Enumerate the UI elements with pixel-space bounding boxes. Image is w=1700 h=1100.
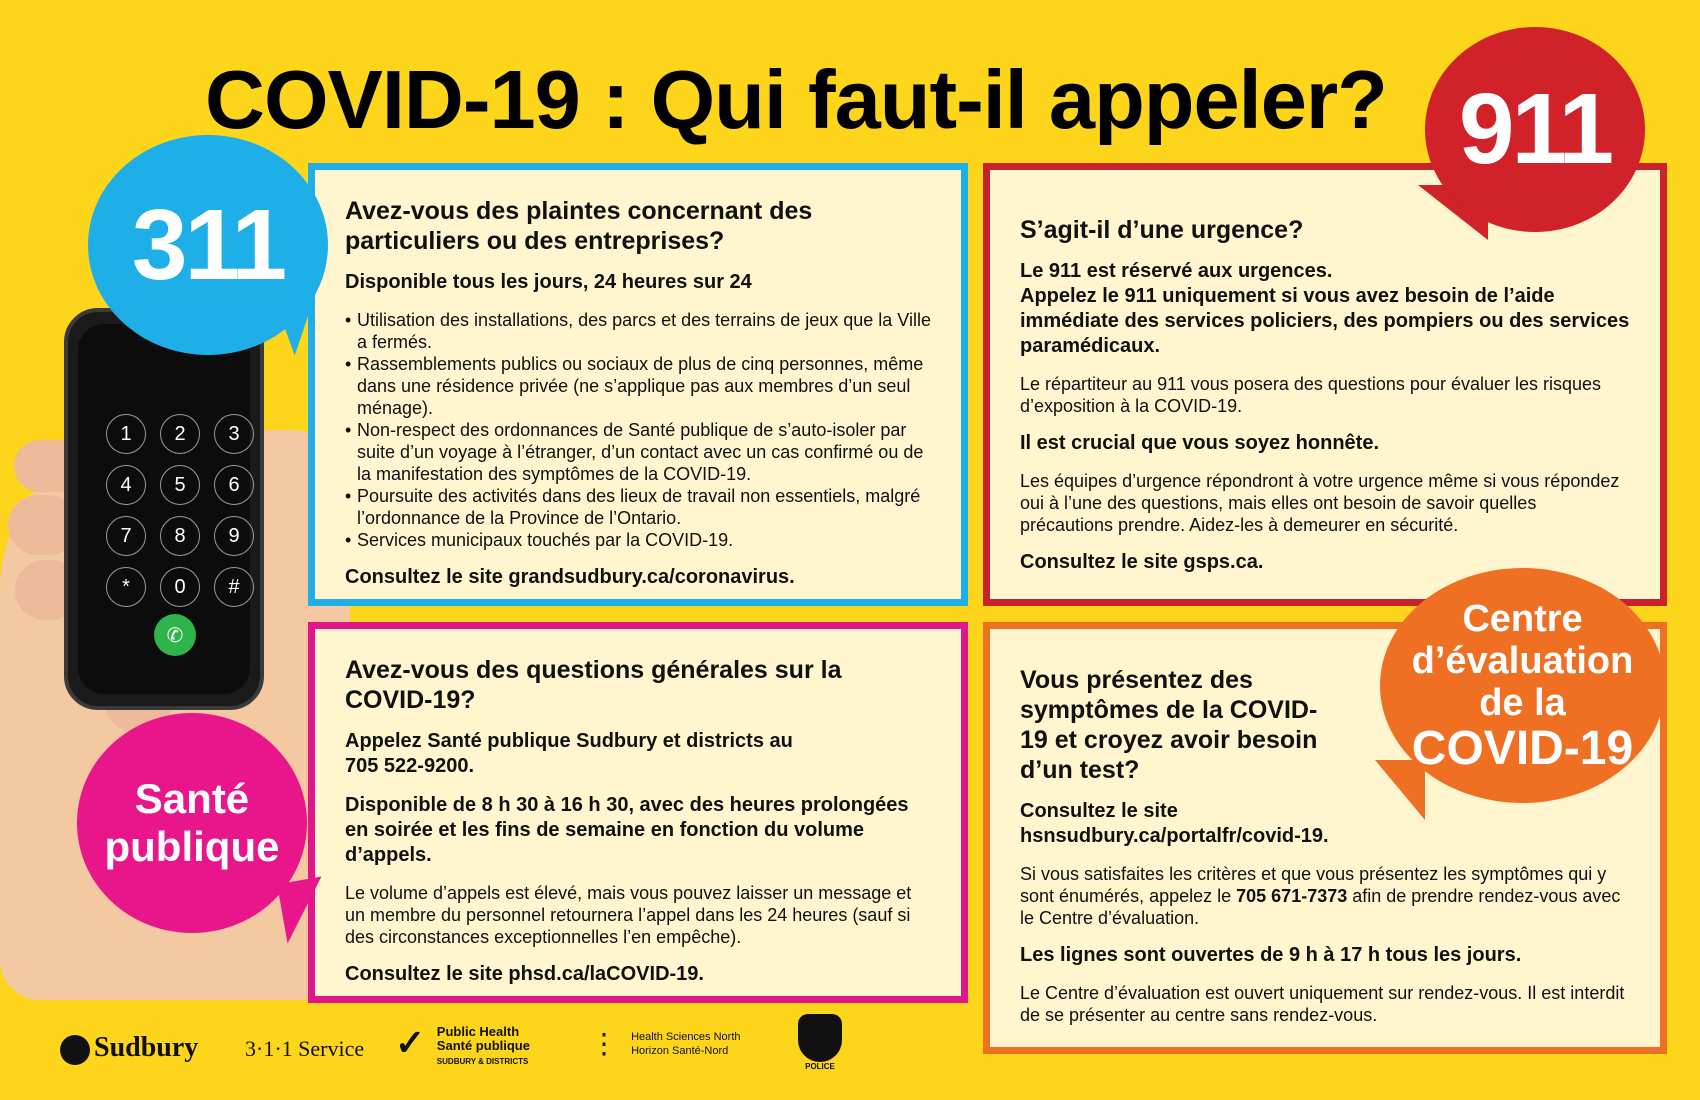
phone-key: 1: [106, 414, 146, 454]
hsn-line2: Horizon Santé-Nord: [631, 1045, 729, 1057]
panel-311-list: [345, 309, 933, 551]
panel-centre-phone: 705 671-7373: [1236, 886, 1348, 906]
panel-sante-link: Consultez le site phsd.ca/laCOVID-19.: [345, 963, 704, 985]
phone-key: *: [106, 567, 146, 607]
panel-911-link: Consultez le site gsps.ca.: [1020, 551, 1264, 573]
sudbury-swirl-icon: [60, 1035, 90, 1065]
panel-centre-text1: [1020, 863, 1630, 929]
bubble-sante-publique: [77, 713, 307, 933]
panel-311: [308, 163, 968, 606]
phone-call-icon: ✆: [154, 614, 196, 656]
public-health-names: [437, 1025, 530, 1069]
list-item: • Rassemblements publics ou sociaux de plus de cinq personnes, même dans une résidence privée (ne s’applique pas aux membres d’un seul ménage).: [345, 353, 933, 419]
panel-911-text1: Le répartiteur au 911 vous posera des questions pour évaluer les risques d’exposition à la COVID-19.: [1020, 374, 1602, 416]
public-health-logo: [395, 1022, 530, 1069]
bubble-911: 911: [1425, 27, 1645, 232]
phone-key: 6: [214, 465, 254, 505]
list-item: • Utilisation des installations, des parcs et des terrains de jeux que la Ville a fermés.: [345, 309, 933, 353]
phone-key: 5: [160, 465, 200, 505]
panel-911-text2: Les équipes d’urgence répondront à votre urgence même si vous répondez oui à l’une des questions, mais elles ont besoin de savoir quelles précautions prendre. Aidez-les à demeurer en sécurité.: [1020, 471, 1620, 535]
panel-911-bold3: Il est crucial que vous soyez honnête.: [1020, 432, 1379, 454]
bubble-centre-line3: de la: [1479, 681, 1566, 724]
ph-line3: SUDBURY & DISTRICTS: [436, 1057, 529, 1066]
panel-911-bold1: Le 911 est réservé aux urgences.: [1020, 260, 1333, 282]
phone-key: 9: [214, 516, 254, 556]
police-logo: [795, 1014, 845, 1074]
service-311-logo: 3·1·1 Service: [245, 1036, 365, 1061]
panel-centre-text1-after: afin de prendre rendez-vous avec le Centre d’évaluation.: [1020, 886, 1621, 928]
list-item: • Non-respect des ordonnances de Santé publique de s’auto-isoler par suite d’un voyage à l’étranger, d’un contact avec un cas confirmé ou de la manifestation des symptômes de la COVID-19.: [345, 419, 933, 485]
phone-key: 7: [106, 516, 146, 556]
sudbury-logo: [60, 1032, 198, 1065]
phone-key: 8: [160, 516, 200, 556]
police-crest-icon: [798, 1014, 842, 1062]
bubble-311: 311: [88, 135, 328, 355]
sudbury-logo-text: Sudbury: [94, 1032, 199, 1063]
ph-line2: Santé publique: [436, 1038, 530, 1053]
bubble-sante-line1: Santé: [134, 775, 250, 822]
bubble-centre-line1: Centre: [1462, 597, 1583, 640]
page-title: COVID-19 : Qui faut-il appeler?: [205, 53, 1387, 146]
bubble-centre-evaluation: [1380, 568, 1665, 803]
hsn-logo: [590, 1030, 741, 1058]
panel-centre-bold1: Les lignes sont ouvertes de 9 h à 17 h tous les jours.: [1020, 944, 1522, 966]
panel-sante-heading: Avez-vous des questions générales sur la COVID-19?: [345, 656, 842, 714]
panel-sante-bold2: Disponible de 8 h 30 à 16 h 30, avec des heures prolongées en soirée et les fins de semaine en fonction du volume d’appels.: [345, 794, 909, 866]
panel-sante-bold1: Appelez Santé publique Sudbury et districts au 705 522-9200.: [345, 730, 793, 777]
panel-centre-text2: Le Centre d’évaluation est ouvert uniquement sur rendez-vous. Il est interdit de se présenter au centre sans rendez-vous.: [1020, 983, 1625, 1025]
phone-key: 4: [106, 465, 146, 505]
list-item: • Poursuite des activités dans des lieux de travail non essentiels, malgré l’ordonnance de la Province de l’Ontario.: [345, 485, 933, 529]
panel-911: [983, 163, 1667, 606]
phone-key: 0: [160, 567, 200, 607]
panel-sante-publique: [308, 622, 968, 1003]
panel-311-subheading: Disponible tous les jours, 24 heures sur 24: [345, 271, 752, 293]
hsn-dots-icon: ⋮: [590, 1028, 618, 1059]
phone-key: #: [214, 567, 254, 607]
panel-311-heading: Avez-vous des plaintes concernant des particuliers ou des entreprises?: [345, 197, 813, 255]
panel-911-heading: S’agit-il d’une urgence?: [1020, 216, 1304, 244]
bubble-centre-line4: COVID-19: [1411, 721, 1634, 775]
phone-key: 3: [214, 414, 254, 454]
police-text: POLICE: [805, 1062, 835, 1071]
phone-keypad: [106, 414, 254, 607]
phone-illustration: [64, 308, 264, 710]
list-item: • Services municipaux touchés par la COVID-19.: [345, 529, 933, 551]
panel-311-link: Consultez le site grandsudbury.ca/coronavirus.: [345, 566, 795, 588]
panel-centre-text1-before: Si vous satisfaites les critères et que vous présentez les symptômes qui y sont énumérés, appelez le: [1020, 864, 1607, 906]
panel-sante-text1: Le volume d’appels est élevé, mais vous pouvez laisser un message et un membre du personnel retournera l’appel dans les 24 heures (sauf si des circonstances exceptionnelles l’en empêche).: [345, 883, 912, 947]
phone-key: 2: [160, 414, 200, 454]
ph-line1: Public Health: [436, 1024, 520, 1039]
phone-screen: [78, 324, 250, 694]
panel-centre-link: Consultez le site hsnsudbury.ca/portalfr/covid-19.: [1020, 800, 1329, 847]
bubble-sante-line2: publique: [104, 823, 280, 870]
hsn-names: [631, 1030, 740, 1058]
hsn-line1: Health Sciences North: [631, 1031, 741, 1043]
panel-centre-heading: Vous présentez des symptômes de la COVID-19 et croyez avoir besoin d’un test?: [1020, 666, 1318, 784]
checkmark-icon: ✓: [395, 1022, 426, 1063]
panel-911-bold2: Appelez le 911 uniquement si vous avez besoin de l’aide immédiate des services policiers, des pompiers ou des services paramédicaux.: [1020, 285, 1630, 357]
bubble-centre-line2: d’évaluation: [1411, 639, 1634, 682]
